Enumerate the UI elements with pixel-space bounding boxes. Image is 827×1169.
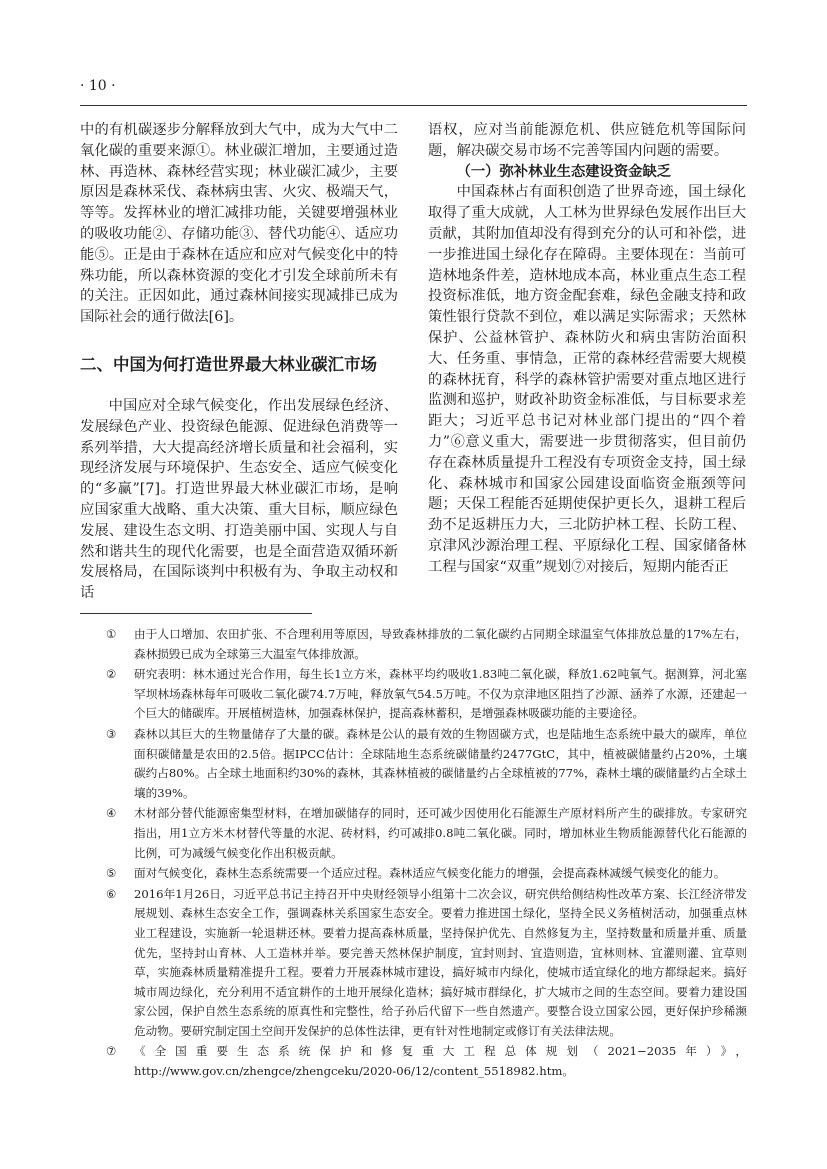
footnote bbox=[80, 625, 747, 664]
footnote-text: 《全国重要生态系统保护和修复重大工程总体规划（2021−2035年）》，http://www.gov.cn/zhengce/zhengceku/2020-06/12/content_5518982.htm。 bbox=[134, 1044, 747, 1079]
footnote bbox=[80, 864, 747, 884]
footnote-text: 2016年1月26日，习近平总书记主持召开中央财经领导小组第十二次会议，研究供给侧结构性改革方案、长江经济带发展规划、森林生态安全工作，强调森林关系国家生态安全。要着力推进国土绿化，坚持全民义务植树活动，加强重点林业工程建设，实施新一轮退耕还林。要着力提高森林质量，坚持保护优先、自然修复为主，坚持数量和质量并重、质量优先，坚持封山育林、人工造林并举。要完善天然林保护制度，宜封则封、宜造则造，宜林则林、宜灌则灌、宜草则草，实施森林质量精准提升工程。要着力开展森林城市建设，搞好城市内绿化，使城市适宜绿化的地方都绿起来。搞好城市周边绿化，充分利用不适宜耕作的土地开展绿化造林；搞好城市群绿化，扩大城市之间的生态空间。要着力建设国家公园，保护自然生态系统的原真性和完整性，给子孙后代留下一些自然遗产。要整合设立国家公园，更好保护珍稀濒危动物。要研究制定国土空间开发保护的总体性法律，更有针对性地制定或修订有关法律法规。 bbox=[134, 886, 747, 1038]
footnote-number: ① bbox=[106, 627, 117, 641]
page-number: · 10 · bbox=[80, 78, 116, 94]
right-paragraph-2: 中国森林占有面积创造了世界奇迹，国土绿化取得了重大成就，人工林为世界绿色发展作出巨大贡献，其附加值却没有得到充分的认可和补偿，进一步推进国土绿化存在障碍。主要体现在：当前可造林地条件差，造林地成本高，林业重点生态工程投资标准低，地方资金配套难，绿色金融支持和政策性银行贷款不到位，难以满足实际需求；天然林保护、公益林管护、森林防火和病虫害防治面积大、任务重、事情急，正常的森林经营需要大规模的森林抚育，科学的森林管护需要对重点地区进行监测和巡护，财政补助资金标准低，与目标要求差距大；习近平总书记对林业部门提出的“四个着力”⑥意义重大，需要进一步贯彻落实，但目前仍存在森林质量提升工程没有专项资金支持，国土绿化、森林城市和国家公园建设面临资金瓶颈等问题；天保工程能否延期使保护更长久，退耕工程后劲不足返耕压力大，三北防护林工程、长防工程、京津风沙源治理工程、平原绿化工程、国家储备林工程与国家“双重”规划⑦对接后，短期内能否正 bbox=[428, 184, 746, 575]
right-paragraph-1: 语权，应对当前能源危机、供应链危机等国际问题，解决碳交易市场不完善等国内问题的需要。 bbox=[428, 122, 746, 159]
footnote-number: ⑤ bbox=[106, 866, 117, 881]
footnote-rule bbox=[80, 613, 312, 614]
footnote-number: ⑦ bbox=[106, 1044, 117, 1059]
footnote bbox=[80, 1042, 747, 1081]
section-heading: 二、中国为何打造世界最大林业碳汇市场 bbox=[80, 354, 377, 374]
footnote-number: ③ bbox=[106, 726, 117, 741]
footnotes bbox=[80, 625, 747, 1083]
left-paragraph-1: 中的有机碳逐步分解释放到大气中，成为大气中二氧化碳的重要来源①。林业碳汇增加，主要通过造林、再造林、森林经营实现；林业碳汇减少，主要原因是森林采伐、森林病虫害、火灾、极端天气，等等。发挥林业的增汇减排功能，关键要增强林业的吸收功能②、存储功能③、替代功能④、适应功能⑤。正是由于森林在适应和应对气候变化中的特殊功能，所以森林资源的变化才引发全球前所未有的关注。正因如此，通过森林间接实现减排已成为国际社会的通行做法[6]。 bbox=[80, 122, 398, 326]
footnote-text: 木材部分替代能源密集型材料，在增加碳储存的同时，还可减少因使用化石能源生产原材料所产生的碳排放。专家研究指出，用1立方米木材替代等量的水泥、砖材料，约可减排0.8吨二氧化碳。同时，增加林业生物质能源替代化石能源的比例，可为减缓气候变化作出积极贡献。 bbox=[134, 806, 747, 860]
footnote-number: ⑥ bbox=[106, 886, 117, 901]
footnote bbox=[80, 665, 747, 724]
footnote-number: ② bbox=[106, 667, 117, 682]
footnote-text: 由于人口增加、农田扩张、不合理利用等原因，导致森林排放的二氧化碳约占同期全球温室气体排放总量的17%左右，森林损毁已成为全球第三大温室气体排放源。 bbox=[134, 627, 747, 661]
left-column bbox=[80, 120, 398, 604]
right-column bbox=[428, 120, 746, 578]
footnote-text: 森林以其巨大的生物量储存了大量的碳。森林是公认的最有效的生物固碳方式，也是陆地生态系统中最大的碳库，单位面积碳储量是农田的2.5倍。据IPCC估计：全球陆地生态系统碳储量约2477GtC，其中，植被碳储量约占20%，土壤碳约占80%。占全球土地面积约30%的森林，其森林植被的碳储量约占全球植被的77%，森林土壤的碳储量约占全球土壤的39%。 bbox=[134, 726, 747, 800]
footnote-number: ④ bbox=[106, 806, 117, 821]
footnote bbox=[80, 885, 747, 1042]
footnote bbox=[80, 725, 747, 803]
subsection-heading: （一）弥补林业生态建设资金缺乏 bbox=[456, 163, 672, 180]
footnote-text: 面对气候变化，森林生态系统需要一个适应过程。森林适应气候变化能力的增强，会提高森林减缓气候变化的能力。 bbox=[134, 866, 726, 881]
left-paragraph-2: 中国应对全球气候变化，作出发展绿色经济、发展绿色产业、投资绿色能源、促进绿色消费等一系列举措，大大提高经济增长质量和社会福利，实现经济发展与环境保护、生态安全、适应气候变化的“多赢”[7]。打造世界最大林业碳汇市场，是响应国家重大战略、重大决策、重大目标，顺应绿色发展、建设生态文明、打造美丽中国、实现人与自然和谐共生的现代化需要，也是全面营造双循环新发展格局，在国际谈判中积极有为、争取主动权和话 bbox=[80, 397, 398, 602]
header-rule bbox=[80, 105, 747, 106]
footnote bbox=[80, 804, 747, 863]
footnote-text: 研究表明：林木通过光合作用，每生长1立方米，森林平均约吸收1.83吨二氧化碳，释放1.62吨氧气。据测算，河北塞罕坝林场森林每年可吸收二氧化碳74.7万吨，释放氧气54.5万吨。不仅为京津地区阻挡了沙源、涵养了水源，还建起一个巨大的储碳库。开展植树造林，加强森林保护，提高森林蓄积，是增强森林吸碳功能的主要途径。 bbox=[134, 667, 747, 721]
